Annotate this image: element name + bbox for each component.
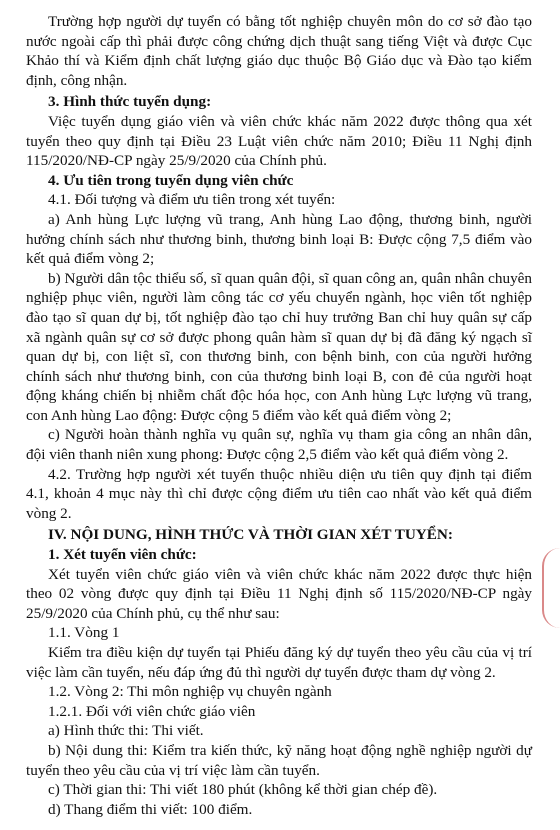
heading-selection: 1. Xét tuyển viên chức:	[48, 546, 197, 564]
paragraph-exam-score: d) Thang điểm thi viết: 100 điểm.	[48, 800, 253, 818]
heading-round-1: 1.1. Vòng 1	[48, 624, 120, 642]
red-stamp-edge	[542, 548, 560, 628]
paragraph-priority-c: c) Người hoàn thành nghĩa vụ quân sự, nghĩa vụ tham gia công an nhân dân, đội viên thanh niên xung phong: Được cộng 2,5 điểm vào kết quả điểm vòng 2.	[26, 426, 532, 464]
heading-priority: 4. Ưu tiên trong tuyển dụng viên chức	[48, 171, 294, 189]
paragraph-exam-content: b) Nội dung thi: Kiểm tra kiến thức, kỹ năng hoạt động nghề nghiệp người dự tuyển theo yêu cầu của vị trí việc làm cần tuyển.	[26, 741, 532, 779]
paragraph-recruitment-form: Việc tuyển dụng giáo viên và viên chức khác năm 2022 được thông qua xét tuyển theo quy định tại Điều 23 Luật viên chức năm 2010; Điều 11 Nghị định 115/2020/NĐ-CP ngày 25/9/2020 của Chính phủ.	[26, 112, 532, 170]
paragraph-round-1: Kiểm tra điều kiện dự tuyển tại Phiếu đăng ký dự tuyển theo yêu cầu của vị trí việc làm cần tuyển, nếu đáp ứng đủ thì người dự tuyển được tham dự vòng 2.	[26, 644, 532, 681]
heading-teachers: 1.2.1. Đối với viên chức giáo viên	[48, 702, 256, 720]
heading-section-iv: IV. NỘI DUNG, HÌNH THỨC VÀ THỜI GIAN XÉT TUYỂN:	[48, 526, 453, 544]
paragraph-priority-a: a) Anh hùng Lực lượng vũ trang, Anh hùng Lao động, thương binh, người hưởng chính sách như thương binh, thương binh loại B: Được cộng 7,5 điểm vào kết quả điểm vòng 2;	[26, 210, 532, 268]
paragraph-priority-subjects: 4.1. Đối tượng và điểm ưu tiên trong xét tuyển:	[48, 191, 336, 209]
paragraph-foreign-degree: Trường hợp người dự tuyển có bằng tốt nghiệp chuyên môn do cơ sở đào tạo nước ngoài cấp thì phải được công chứng dịch thuật sang tiếng Việt và được Cục Khảo thí và Kiểm định chất lượng giáo dục thuộc Bộ Giáo dục và Đào tạo kiểm định, công nhận.	[26, 13, 532, 89]
paragraph-priority-b: b) Người dân tộc thiểu số, sĩ quan quân đội, sĩ quan công an, quân nhân chuyên nghiệp phục viên, người làm công tác cơ yếu chuyển ngành, học viên tốt nghiệp đào tạo sĩ quan dự bị, tốt nghiệp đào tạo chỉ huy trưởng Ban chỉ huy quân sự cấp xã ngành quân sự cơ sở được phong quân hàm sĩ quan dự bị đã đăng ký ngạch sĩ quan dự bị, con liệt sĩ, con thương binh, con bệnh binh, con của người hưởng chính sách như thương binh, con của thương binh loại B, con đẻ của người hoạt động kháng chiến bị nhiễm chất độc hóa học, con Anh hùng Lực lượng vũ trang, con Anh hùng Lao động: Được cộng 5 điểm vào kết quả điểm vòng 2;	[26, 269, 532, 424]
paragraph-exam-time: c) Thời gian thi: Thi viết 180 phút (không kể thời gian chép đề).	[48, 781, 438, 799]
paragraph-exam-form: a) Hình thức thi: Thi viết.	[48, 722, 204, 740]
heading-recruitment-form: 3. Hình thức tuyển dụng:	[48, 93, 212, 111]
paragraph-selection-rounds: Xét tuyển viên chức giáo viên và viên chức khác năm 2022 được thực hiện theo 02 vòng được quy định tại Điều 11 Nghị định số 115/2020/NĐ-CP ngày 25/9/2020 của Chính phủ, cụ thể như sau:	[26, 565, 532, 622]
heading-round-2: 1.2. Vòng 2: Thi môn nghiệp vụ chuyên ngành	[48, 683, 332, 701]
paragraph-priority-multiple: 4.2. Trường hợp người xét tuyển thuộc nhiều diện ưu tiên quy định tại điểm 4.1, khoản 4 mục này thì chỉ được cộng điểm ưu tiên cao nhất vào kết quả điểm vòng 2.	[26, 465, 532, 522]
